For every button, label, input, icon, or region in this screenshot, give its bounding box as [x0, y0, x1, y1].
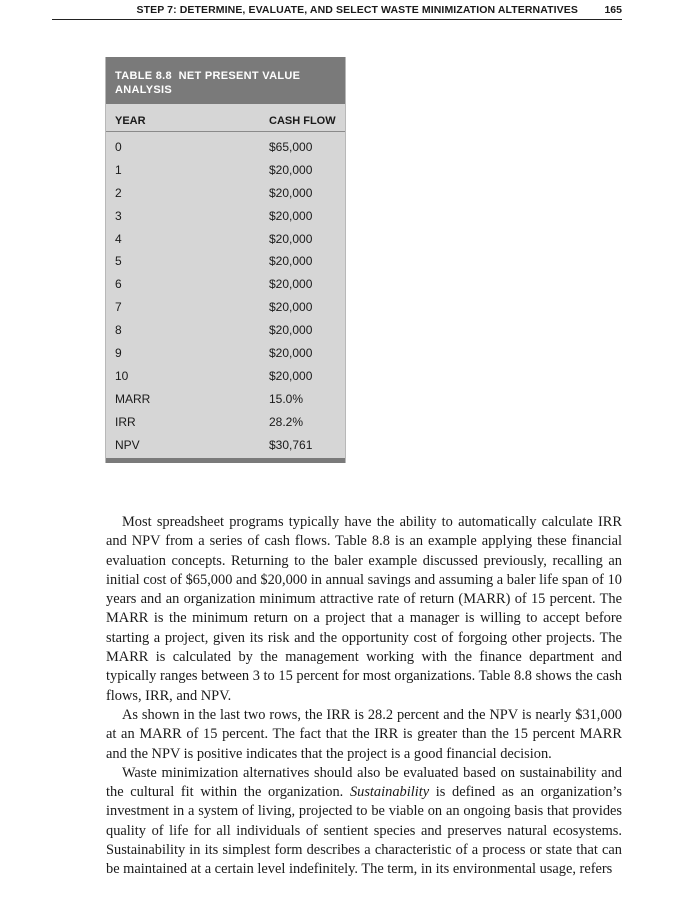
table-row: [106, 159, 345, 182]
cell-cash-flow: $20,000: [269, 231, 313, 246]
paragraph: [106, 764, 622, 880]
column-header-year: YEAR: [115, 115, 146, 127]
table-row: [106, 365, 345, 388]
table-caption-line2: ANALYSIS: [115, 84, 173, 96]
cell-cash-flow: $20,000: [269, 277, 313, 292]
table-row: [106, 411, 345, 434]
cell-year: 6: [115, 277, 122, 292]
table-row: [106, 296, 345, 319]
cell-value: 28.2%: [269, 414, 304, 429]
npv-table: [105, 57, 346, 463]
cell-label: IRR: [115, 414, 136, 429]
cell-label: NPV: [115, 437, 140, 452]
term-sustainability: Sustainability: [349, 784, 430, 801]
cell-year: 9: [115, 346, 122, 361]
cell-cash-flow: $20,000: [269, 185, 313, 200]
cell-year: 5: [115, 254, 122, 269]
cell-cash-flow: $20,000: [269, 323, 313, 338]
table-row: [106, 228, 345, 251]
cell-cash-flow: $20,000: [269, 208, 313, 223]
cell-year: 10: [115, 368, 129, 383]
running-header: [52, 4, 622, 20]
page-number: 165: [604, 4, 622, 16]
table-row: [106, 136, 345, 159]
cell-cash-flow: $65,000: [269, 140, 313, 154]
cell-cash-flow: $20,000: [269, 162, 313, 177]
table-header-row: [106, 104, 345, 132]
table-row: [106, 250, 345, 273]
table-caption-line1: TABLE 8.8 NET PRESENT VALUE: [115, 70, 301, 82]
cell-label: MARR: [115, 391, 151, 406]
table-bottom-rule: [106, 458, 345, 463]
cell-year: 7: [115, 300, 122, 315]
cell-year: 8: [115, 323, 122, 338]
cell-year: 2: [115, 185, 122, 200]
cell-cash-flow: $20,000: [269, 346, 313, 361]
cell-value: $30,761: [269, 437, 313, 452]
column-header-cash-flow: CASH FLOW: [269, 115, 336, 127]
cell-cash-flow: $20,000: [269, 254, 313, 269]
paragraph-text: is defined as an organization’s investment in a system of living, projected to be viable on an ongoing basis that provides quality of life for all individuals of sentient species and preserves natural ecosystems. Sustainability in its simplest form describes a characteristic of a process or state that can be maintained at a certain level indefinitely. The term, in its environmental usage, refers: [106, 784, 622, 878]
cell-year: 4: [115, 231, 122, 246]
paragraph-text: Waste minimization alternatives should also be evaluated based on sustainability and the cultural fit within the organization.: [106, 764, 622, 801]
body-text: [106, 513, 622, 880]
table-row: [106, 273, 345, 296]
table-body: [106, 132, 345, 456]
table-row: [106, 342, 345, 365]
cell-year: 1: [115, 162, 122, 177]
table-row: [106, 182, 345, 205]
table-row: [106, 434, 345, 457]
cell-value: 15.0%: [269, 391, 304, 406]
paragraph: Most spreadsheet programs typically have the ability to automatically calculate IRR and NPV from a series of cash flows. Table 8.8 is an example applying these financial evaluation concepts. Returning to the baler example discussed previously, recalling an initial cost of $65,000 and $20,000 in annual savings and assuming a baler life span of 10 years and an organization minimum attractive rate of return (MARR) of 15 percent. The MARR is the minimum return on a project that a manager is willing to accept before starting a project, given its risk and the opportunity cost of forgoing other projects. The MARR is calculated by the management working with the finance department and typically ranges between 3 to 15 percent for most organizations. Table 8.8 shows the cash flows, IRR, and NPV.: [106, 514, 622, 704]
table-row: [106, 319, 345, 342]
table-row: [106, 205, 345, 228]
running-header-title: STEP 7: DETERMINE, EVALUATE, AND SELECT WASTE MINIMIZATION ALTERNATIVES: [136, 4, 578, 16]
cell-year: 3: [115, 208, 122, 223]
cell-cash-flow: $20,000: [269, 300, 313, 315]
cell-year: 0: [115, 140, 122, 154]
table-caption: [106, 57, 345, 104]
paragraph: As shown in the last two rows, the IRR is 28.2 percent and the NPV is nearly $31,000 at an MARR of 15 percent. The fact that the IRR is greater than the 15 percent MARR and the NPV is positive indicates that the project is a good financial decision.: [106, 706, 622, 762]
cell-cash-flow: $20,000: [269, 368, 313, 383]
table-row: [106, 388, 345, 411]
